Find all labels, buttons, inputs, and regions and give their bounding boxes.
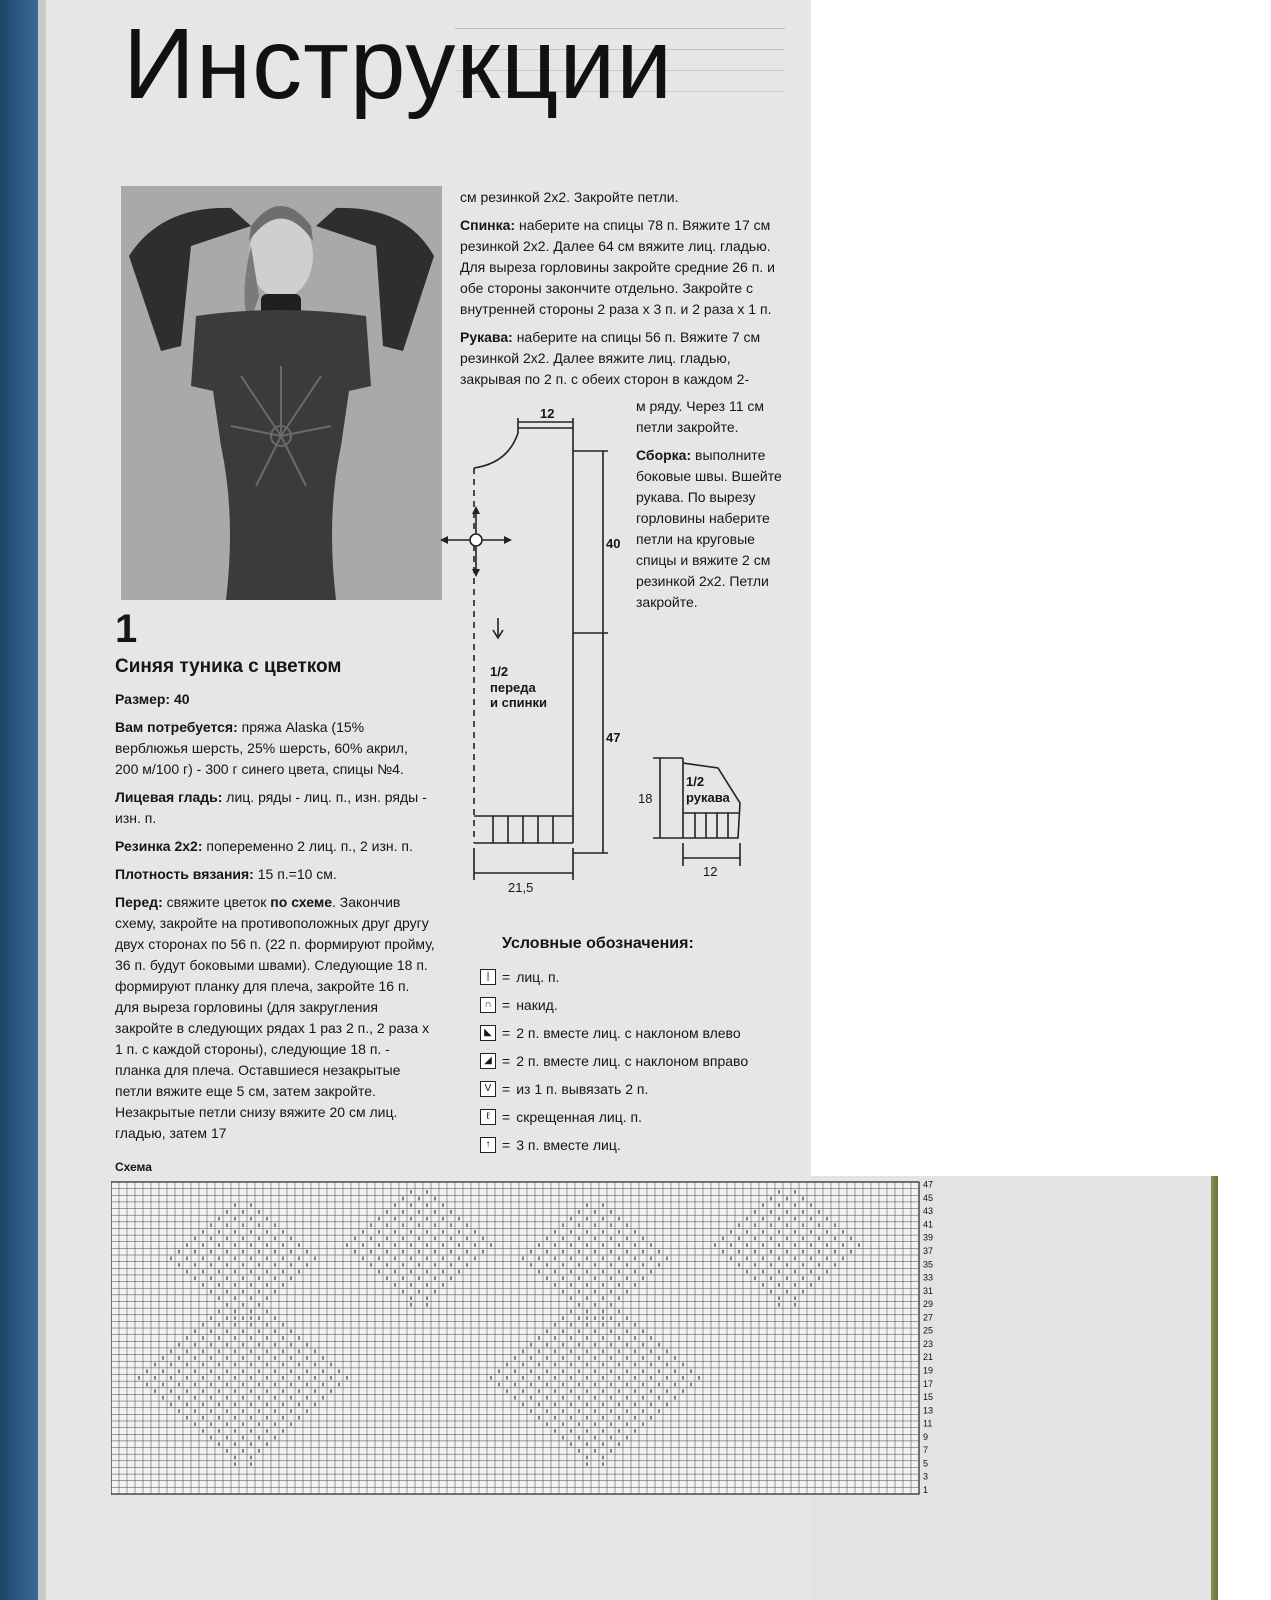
k3tog-icon: ↑ xyxy=(480,1137,496,1153)
sleeves-label: Рукава: xyxy=(460,329,513,345)
chart-row-number: 17 xyxy=(923,1378,934,1389)
schematic-svg xyxy=(438,418,778,918)
chart-row-number: 33 xyxy=(923,1272,934,1283)
legend-text: из 1 п. вывязать 2 п. xyxy=(516,1081,649,1097)
chart-row-number: 45 xyxy=(923,1192,934,1203)
gauge-paragraph xyxy=(115,864,435,885)
page-gutter xyxy=(38,0,46,1600)
legend-text: 2 п. вместе лиц. с наклоном вправо xyxy=(516,1053,749,1069)
front-text-a: свяжите цветок xyxy=(166,893,267,910)
legend-text: накид. xyxy=(516,997,558,1013)
front-text-c: . Закончив схему, закройте на противоположных друг другу двух сторонах по 56 п. (22 п. формируют пройму, 36 п. будут боковыми швами). Следующие 18 п. формируют планку для плеча, закройте 16 п. для выреза горловины (для закругления закройте в следующих рядах 1 раз 2 п., 2 раза х 1 п. с каждой стороны), следующие 18 п. - планка для плеча. Оставшиеся незакрытые петли вяжите еще 5 см, затем закройте. Незакрытые петли снизу вяжите 20 см лиц. гладью, затем 17 xyxy=(115,893,435,1141)
chart-grid-background xyxy=(111,1182,919,1494)
sleeves-text-b: м ряду. Через 11 см петли закройте. xyxy=(636,398,765,435)
chart-row-number: 39 xyxy=(923,1232,934,1243)
k2tog-right-icon: ◢ xyxy=(480,1053,496,1069)
sleeves-text-a: наберите на спицы 56 п. Вяжите 7 см резинкой 2х2. Далее вяжите лиц. гладью, закрывая по 2 п. с обеих сторон в каждом 2- xyxy=(460,329,761,387)
materials-label: Вам потребуется: xyxy=(115,718,238,735)
project-title: Синяя туника с цветком xyxy=(115,656,342,677)
sleeve-height: 18 xyxy=(638,791,653,806)
chart-row-number: 5 xyxy=(923,1458,929,1469)
instructions-right-column xyxy=(460,187,785,390)
gauge-text: 15 п.=10 см. xyxy=(257,865,337,882)
back-paragraph xyxy=(460,215,785,320)
chart-row-number: 19 xyxy=(923,1365,934,1376)
increase-icon: V xyxy=(480,1081,496,1097)
dim-top: 12 xyxy=(540,406,555,421)
instructions-left-column xyxy=(115,653,435,1151)
dim-lower: 47 xyxy=(606,730,621,745)
stockinette-text: лиц. ряды - лиц. п., изн. ряды - изн. п. xyxy=(115,788,427,826)
chart-row-number: 1 xyxy=(923,1485,929,1495)
k2tog-left-icon: ◣ xyxy=(480,1025,496,1041)
page-title: Инструкции xyxy=(123,8,674,120)
model-illustration xyxy=(121,186,442,600)
model-photo xyxy=(121,186,442,600)
legend-text: 2 п. вместе лиц. с наклоном влево xyxy=(516,1025,741,1041)
symbol-legend xyxy=(480,935,800,1159)
knitting-chart xyxy=(111,1180,961,1502)
chart-row-number: 7 xyxy=(923,1445,929,1456)
chart-row-number: 21 xyxy=(923,1352,934,1363)
chart-row-number: 25 xyxy=(923,1325,934,1336)
legend-item: | = лиц. п. xyxy=(480,963,800,991)
chart-row-number: 47 xyxy=(923,1180,934,1190)
rib-label: Резинка 2х2: xyxy=(115,837,203,854)
assembly-label: Сборка: xyxy=(636,447,692,463)
twisted-knit-icon: ℓ xyxy=(480,1109,496,1125)
front-paragraph xyxy=(115,892,435,1144)
back-label: Спинка: xyxy=(460,217,516,233)
legend-item: ◢ = 2 п. вместе лиц. с наклоном вправо xyxy=(480,1047,800,1075)
legend-item: ◣ = 2 п. вместе лиц. с наклоном влево xyxy=(480,1019,800,1047)
knit-stitch-icon: | xyxy=(480,969,496,985)
chart-row-number: 23 xyxy=(923,1338,934,1349)
size-value: 40 xyxy=(173,690,190,707)
legend-text: 3 п. вместе лиц. xyxy=(516,1137,621,1153)
chart-row-number: 37 xyxy=(923,1246,934,1257)
page-edge xyxy=(1211,1176,1218,1600)
legend-title: Условные обозначения: xyxy=(502,935,694,952)
legend-text: лиц. п. xyxy=(516,969,560,985)
legend-text: скрещенная лиц. п. xyxy=(516,1109,643,1125)
rib-paragraph xyxy=(115,836,435,857)
size-line xyxy=(115,689,435,710)
chart-row-number: 13 xyxy=(923,1405,934,1416)
legend-item: ↑ = 3 п. вместе лиц. xyxy=(480,1131,800,1159)
chart-row-number: 35 xyxy=(923,1259,934,1270)
sleeves-paragraph xyxy=(460,327,785,390)
chart-row-number: 9 xyxy=(923,1431,929,1442)
chart-row-number: 43 xyxy=(923,1206,934,1217)
yarn-over-icon: ∩ xyxy=(480,997,496,1013)
chart-row-number: 11 xyxy=(923,1418,933,1429)
legend-item: ℓ = скрещенная лиц. п. xyxy=(480,1103,800,1131)
gauge-label: Плотность вязания: xyxy=(115,865,254,882)
materials-paragraph xyxy=(115,717,435,780)
back-text: наберите на спицы 78 п. Вяжите 17 см резинкой 2х2. Далее 64 см вяжите лиц. гладью. Для выреза горловины закройте средние 26 п. и обе стороны закончите отдельно. Закройте с внутренней стороны 2 раза х 3 п. и 2 раза х 1 п. xyxy=(460,217,775,317)
chart-row-number: 31 xyxy=(923,1285,934,1296)
stockinette-paragraph xyxy=(115,787,435,829)
chart-row-number: 29 xyxy=(923,1299,934,1310)
front-chart-ref: по схеме xyxy=(270,893,332,910)
chart-title: Схема xyxy=(115,1160,152,1174)
dim-bottom: 21,5 xyxy=(508,880,534,895)
magazine-spine xyxy=(0,0,38,1600)
front-label: Перед: xyxy=(115,893,163,910)
project-number: 1 xyxy=(115,607,138,651)
chart-row-number: 41 xyxy=(923,1219,934,1230)
sleeve-piece-label: 1/2 рукава xyxy=(686,774,730,805)
chart-row-number: 3 xyxy=(923,1471,929,1482)
size-label: Размер: xyxy=(115,690,171,707)
stockinette-label: Лицевая гладь: xyxy=(115,788,223,805)
rib-text: попеременно 2 лиц. п., 2 изн. п. xyxy=(206,837,413,854)
body-piece-label: 1/2 переда и спинки xyxy=(490,664,548,711)
front-continued: см резинкой 2х2. Закройте петли. xyxy=(460,189,679,205)
dim-upper: 40 xyxy=(606,536,621,551)
chart-row-number: 27 xyxy=(923,1312,934,1323)
sleeve-width: 12 xyxy=(703,864,718,879)
legend-item: V = из 1 п. вывязать 2 п. xyxy=(480,1075,800,1103)
legend-item: ∩ = накид. xyxy=(480,991,800,1019)
chart-row-number: 15 xyxy=(923,1392,934,1403)
assembly-text: выполните боковые швы. Вшейте рукава. По вырезу горловины наберите петли на круговые спицы и вяжите 2 см резинкой 2х2. Петли закройте. xyxy=(636,447,782,610)
materials-text: пряжа Alaska (15% верблюжья шерсть, 25% шерсть, 60% акрил, 200 м/100 г) - 300 г синего цвета, спицы №4. xyxy=(115,718,408,777)
